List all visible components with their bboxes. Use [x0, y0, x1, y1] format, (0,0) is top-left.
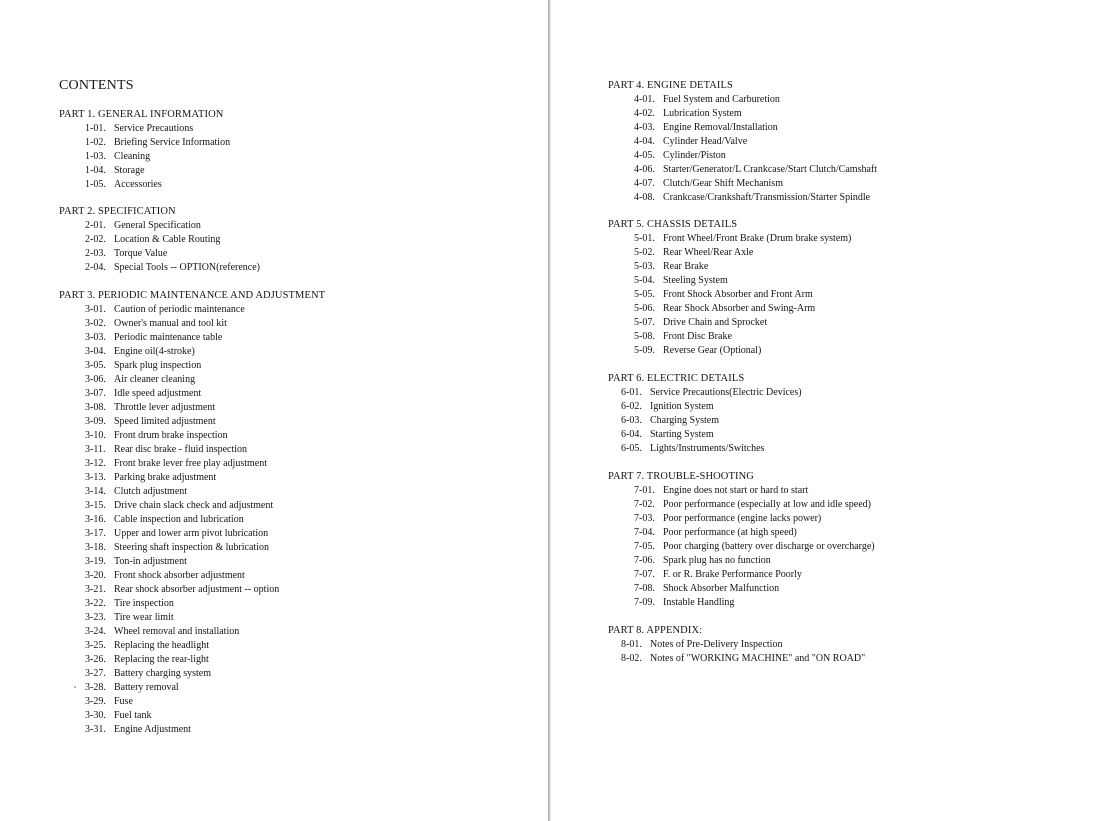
toc-item-label: Front shock absorber adjustment	[114, 570, 245, 581]
toc-item-number: 1-04.	[85, 165, 106, 176]
toc-item-label: Accessories	[114, 179, 162, 190]
toc-item-label: Notes of "WORKING MACHINE" and "ON ROAD"	[650, 653, 866, 664]
toc-item-label: Periodic maintenance table	[114, 332, 223, 343]
toc-item-label: Throttle lever adjustment	[114, 402, 216, 413]
part-heading: PART 8. APPENDIX:	[608, 625, 703, 636]
toc-item-number: 8-01.	[621, 639, 642, 650]
toc-item-label: Rear Brake	[663, 261, 709, 272]
toc-item-number: 7-08.	[634, 583, 655, 594]
toc-part-6	[608, 372, 802, 456]
toc-item	[634, 554, 875, 568]
toc-item	[634, 121, 877, 135]
toc-item-label: Poor performance (at high speed)	[663, 527, 797, 538]
toc-item-label: Charging System	[650, 415, 719, 426]
toc-item-label: Ton-in adjustment	[114, 556, 187, 567]
toc-item-number: 3-31.	[85, 724, 106, 735]
toc-item	[85, 681, 325, 695]
toc-item	[634, 596, 875, 610]
toc-item	[85, 331, 325, 345]
toc-item	[85, 345, 325, 359]
toc-item-label: Owner's manual and tool kit	[114, 318, 227, 329]
toc-item-label: General Specification	[114, 220, 201, 231]
toc-item-label: Poor performance (especially at low and idle speed)	[663, 499, 871, 510]
toc-item-number: 4-06.	[634, 164, 655, 175]
toc-item-label: Upper and lower arm pivot lubrication	[114, 528, 269, 539]
toc-item-number: 3-18.	[85, 542, 106, 553]
toc-item	[621, 638, 865, 652]
toc-item-label: Drive chain slack check and adjustment	[114, 500, 274, 511]
toc-item-label: Fuel System and Carburetion	[663, 94, 780, 105]
toc-item	[621, 400, 802, 414]
part-heading: PART 1. GENERAL INFORMATION	[59, 109, 224, 120]
toc-item	[634, 484, 875, 498]
toc-item	[85, 555, 325, 569]
toc-item	[85, 233, 260, 247]
toc-item-label: Cylinder Head/Valve	[663, 136, 748, 147]
toc-item	[85, 695, 325, 709]
toc-item-label: Rear shock absorber adjustment -- option	[114, 584, 280, 595]
toc-item-label: Battery charging system	[114, 668, 212, 679]
toc-item	[85, 457, 325, 471]
toc-item-number: 3-12.	[85, 458, 106, 469]
toc-item-number: 6-03.	[621, 415, 642, 426]
toc-item-number: 6-04.	[621, 429, 642, 440]
toc-item	[621, 442, 802, 456]
toc-item	[634, 330, 851, 344]
toc-item-number: 5-06.	[634, 303, 655, 314]
part-heading: PART 7. TROUBLE-SHOOTING	[608, 471, 754, 482]
toc-item-number: 3-15.	[85, 500, 106, 511]
toc-item-label: Tire wear limit	[114, 612, 174, 623]
toc-item-number: 4-03.	[634, 122, 655, 133]
toc-item-number: 3-06.	[85, 374, 106, 385]
toc-item-label: Tire inspection	[114, 598, 174, 609]
toc-item-label: Shock Absorber Malfunction	[663, 583, 780, 594]
toc-item-number: 3-28.	[85, 682, 106, 693]
toc-item	[85, 471, 325, 485]
toc-item-label: Rear Shock Absorber and Swing-Arm	[663, 303, 816, 314]
toc-item-label: Cleaning	[114, 151, 151, 162]
toc-item	[634, 191, 877, 205]
toc-item-label: Location & Cable Routing	[114, 234, 221, 245]
toc-part-5	[608, 218, 851, 358]
part-heading: PART 3. PERIODIC MAINTENANCE AND ADJUSTMENT	[59, 290, 326, 301]
toc-item-label: Fuse	[114, 696, 133, 707]
toc-item-label: Crankcase/Crankshaft/Transmission/Starter Spindle	[663, 192, 871, 203]
part-items-list	[608, 232, 851, 358]
toc-item-number: 1-02.	[85, 137, 106, 148]
toc-item-number: 3-10.	[85, 430, 106, 441]
toc-item	[634, 568, 875, 582]
toc-item-number: 4-05.	[634, 150, 655, 161]
toc-item-label: Speed limited adjustment	[114, 416, 216, 427]
toc-part-1	[59, 108, 230, 192]
toc-item-number: 2-04.	[85, 262, 106, 273]
toc-item	[634, 512, 875, 526]
toc-item-label: Engine oil(4-stroke)	[114, 346, 195, 357]
toc-item	[634, 274, 851, 288]
toc-item	[85, 485, 325, 499]
toc-item	[85, 443, 325, 457]
toc-item	[85, 709, 325, 723]
toc-item-number: 7-09.	[634, 597, 655, 608]
toc-item	[85, 261, 260, 275]
toc-item	[85, 247, 260, 261]
toc-item-number: 3-25.	[85, 640, 106, 651]
toc-item-label: Reverse Gear (Optional)	[663, 345, 762, 356]
toc-item-label: Torque Value	[114, 248, 168, 259]
toc-item	[634, 149, 877, 163]
toc-item-number: 1-03.	[85, 151, 106, 162]
toc-item-number: 3-09.	[85, 416, 106, 427]
toc-item-number: 3-21.	[85, 584, 106, 595]
toc-item-number: 3-26.	[85, 654, 106, 665]
toc-item-label: Ignition System	[650, 401, 714, 412]
toc-item-number: 4-07.	[634, 178, 655, 189]
toc-item	[85, 527, 325, 541]
toc-item-number: 5-05.	[634, 289, 655, 300]
toc-item	[85, 625, 325, 639]
toc-item-number: 3-01.	[85, 304, 106, 315]
toc-item-label: Front drum brake inspection	[114, 430, 228, 441]
part-heading: PART 6. ELECTRIC DETAILS	[608, 373, 745, 384]
toc-item-label: Rear disc brake - fluid inspection	[114, 444, 248, 455]
toc-item-label: Caution of periodic maintenance	[114, 304, 245, 315]
toc-item	[634, 526, 875, 540]
toc-item-number: 4-04.	[634, 136, 655, 147]
toc-item-number: 8-02.	[621, 653, 642, 664]
toc-part-7	[608, 470, 875, 610]
toc-item-number: 3-07.	[85, 388, 106, 399]
toc-item-number: 3-30.	[85, 710, 106, 721]
toc-item	[85, 611, 325, 625]
toc-item-number: 3-20.	[85, 570, 106, 581]
toc-item-label: Cylinder/Piston	[663, 150, 726, 161]
toc-item-label: Lubrication System	[663, 108, 742, 119]
toc-item-label: Engine Adjustment	[114, 724, 191, 735]
toc-item-label: Engine does not start or hard to start	[663, 485, 809, 496]
toc-item	[634, 540, 875, 554]
part-items-list	[59, 303, 325, 737]
toc-item-label: Front Shock Absorber and Front Arm	[663, 289, 813, 300]
toc-item	[85, 415, 325, 429]
toc-item-label: Replacing the rear-light	[114, 654, 209, 665]
toc-item-number: 3-16.	[85, 514, 106, 525]
toc-item-label: Clutch/Gear Shift Mechanism	[663, 178, 783, 189]
toc-item-number: 7-06.	[634, 555, 655, 566]
part-heading: PART 5. CHASSIS DETAILS	[608, 219, 738, 230]
toc-item	[85, 219, 260, 233]
toc-item-number: 2-01.	[85, 220, 106, 231]
toc-item-label: Front Disc Brake	[663, 331, 732, 342]
toc-item-number: 3-03.	[85, 332, 106, 343]
toc-item-number: 3-17.	[85, 528, 106, 539]
part-items-list	[608, 93, 877, 205]
part-items-list	[59, 219, 260, 275]
toc-item-label: Spark plug inspection	[114, 360, 202, 371]
toc-item-label: Rear Wheel/Rear Axle	[663, 247, 754, 258]
toc-item	[85, 303, 325, 317]
toc-item-number: 3-05.	[85, 360, 106, 371]
part-items-list	[59, 122, 230, 192]
toc-item-number: 7-03.	[634, 513, 655, 524]
toc-item-label: Fuel tank	[114, 710, 152, 721]
part-items-list	[608, 484, 875, 610]
toc-item-number: 3-11.	[85, 444, 106, 455]
toc-item	[85, 723, 325, 737]
toc-item-number: 5-07.	[634, 317, 655, 328]
toc-item-number: 5-01.	[634, 233, 655, 244]
toc-item	[85, 583, 325, 597]
part-items-list	[608, 638, 865, 666]
toc-part-2	[59, 205, 260, 275]
toc-item-label: Cable inspection and lubrication	[114, 514, 244, 525]
toc-item-label: Parking brake adjustment	[114, 472, 217, 483]
toc-item-label: Poor charging (battery over discharge or overcharge)	[663, 541, 875, 552]
toc-item-label: Steering shaft inspection & lubrication	[114, 542, 269, 553]
toc-item-label: Replacing the headlight	[114, 640, 209, 651]
right-page	[551, 0, 1096, 821]
toc-item	[85, 164, 230, 178]
toc-item-number: 7-04.	[634, 527, 655, 538]
toc-item	[634, 163, 877, 177]
toc-item	[621, 428, 802, 442]
toc-item-number: 3-22.	[85, 598, 106, 609]
toc-item	[85, 178, 230, 192]
toc-item	[621, 386, 802, 400]
toc-item	[85, 387, 325, 401]
toc-item-number: 4-01.	[634, 94, 655, 105]
toc-item	[85, 359, 325, 373]
toc-item-number: 3-14.	[85, 486, 106, 497]
toc-item	[634, 246, 851, 260]
toc-part-8	[608, 624, 865, 666]
toc-item-number: 5-04.	[634, 275, 655, 286]
toc-item-number: 5-02.	[634, 247, 655, 258]
toc-item-number: 5-09.	[634, 345, 655, 356]
toc-item-label: Briefing Service Information	[114, 137, 231, 148]
toc-item-number: 3-02.	[85, 318, 106, 329]
contents-title: CONTENTS	[59, 78, 134, 93]
toc-item-number: 3-23.	[85, 612, 106, 623]
toc-item-label: Poor performance (engine lacks power)	[663, 513, 822, 524]
toc-item-number: 3-27.	[85, 668, 106, 679]
part-heading: PART 4. ENGINE DETAILS	[608, 80, 733, 91]
toc-item-label: Service Precautions	[114, 123, 194, 134]
toc-item-label: Starter/Generator/L Crankcase/Start Clutch/Camshaft	[663, 164, 878, 175]
toc-item-label: Service Precautions(Electric Devices)	[650, 387, 802, 398]
toc-item-label: F. or R. Brake Performance Poorly	[663, 569, 802, 580]
toc-item	[85, 667, 325, 681]
toc-part-4	[608, 79, 877, 205]
toc-item	[85, 136, 230, 150]
toc-item-number: 7-02.	[634, 499, 655, 510]
toc-item	[85, 429, 325, 443]
toc-item-number: 3-29.	[85, 696, 106, 707]
toc-item-number: 3-24.	[85, 626, 106, 637]
toc-item-label: Front brake lever free play adjustment	[114, 458, 267, 469]
toc-item-number: 4-02.	[634, 108, 655, 119]
toc-item-number: 6-05.	[621, 443, 642, 454]
toc-item	[634, 135, 877, 149]
toc-item-label: Idle speed adjustment	[114, 388, 202, 399]
toc-item-number: 6-01.	[621, 387, 642, 398]
toc-item	[85, 513, 325, 527]
toc-item-number: 2-02.	[85, 234, 106, 245]
toc-item	[634, 107, 877, 121]
toc-item	[85, 150, 230, 164]
toc-item-number: 7-01.	[634, 485, 655, 496]
toc-item	[621, 652, 865, 666]
toc-item-number: 3-13.	[85, 472, 106, 483]
toc-item	[634, 582, 875, 596]
toc-item-number: 1-01.	[85, 123, 106, 134]
toc-item	[634, 498, 875, 512]
toc-item-label: Battery removal	[114, 682, 179, 693]
toc-item	[634, 344, 851, 358]
toc-item	[621, 414, 802, 428]
toc-item-number: 3-19.	[85, 556, 106, 567]
toc-item-label: Starting System	[650, 429, 714, 440]
toc-item-label: Wheel removal and installation	[114, 626, 240, 637]
toc-item-label: Air cleaner cleaning	[114, 374, 196, 385]
toc-item	[85, 122, 230, 136]
toc-item	[634, 260, 851, 274]
toc-item-label: Drive Chain and Sprocket	[663, 317, 768, 328]
toc-item-number: 5-08.	[634, 331, 655, 342]
toc-item	[85, 401, 325, 415]
toc-item-label: Spark plug has no function	[663, 555, 771, 566]
toc-item-number: 7-05.	[634, 541, 655, 552]
toc-item	[85, 373, 325, 387]
toc-item-label: Storage	[114, 165, 145, 176]
toc-item	[634, 177, 877, 191]
toc-item	[85, 499, 325, 513]
scan-speck	[74, 686, 76, 688]
part-items-list	[608, 386, 802, 456]
toc-item	[85, 569, 325, 583]
toc-item-number: 7-07.	[634, 569, 655, 580]
toc-item-label: Front Wheel/Front Brake (Drum brake system)	[663, 233, 852, 244]
toc-item-number: 2-03.	[85, 248, 106, 259]
toc-item	[85, 639, 325, 653]
toc-item-number: 6-02.	[621, 401, 642, 412]
toc-item-number: 3-08.	[85, 402, 106, 413]
toc-item-label: Clutch adjustment	[114, 486, 188, 497]
toc-item-number: 5-03.	[634, 261, 655, 272]
toc-item	[85, 541, 325, 555]
toc-item	[85, 317, 325, 331]
toc-item-number: 3-04.	[85, 346, 106, 357]
toc-item-number: 4-08.	[634, 192, 655, 203]
toc-item	[85, 653, 325, 667]
toc-item	[634, 302, 851, 316]
toc-item	[634, 288, 851, 302]
toc-item-label: Notes of Pre-Delivery Inspection	[650, 639, 783, 650]
toc-item-number: 1-05.	[85, 179, 106, 190]
toc-item	[85, 597, 325, 611]
toc-item-label: Lights/Instruments/Switches	[650, 443, 765, 454]
part-heading: PART 2. SPECIFICATION	[59, 206, 176, 217]
toc-part-3	[59, 289, 325, 737]
toc-item	[634, 316, 851, 330]
toc-item	[634, 93, 877, 107]
toc-item-label: Steeling System	[663, 275, 728, 286]
toc-item-label: Special Tools -- OPTION(reference)	[114, 262, 261, 273]
toc-item-label: Engine Removal/Installation	[663, 122, 778, 133]
toc-item-label: Instable Handling	[663, 597, 735, 608]
toc-item	[634, 232, 851, 246]
